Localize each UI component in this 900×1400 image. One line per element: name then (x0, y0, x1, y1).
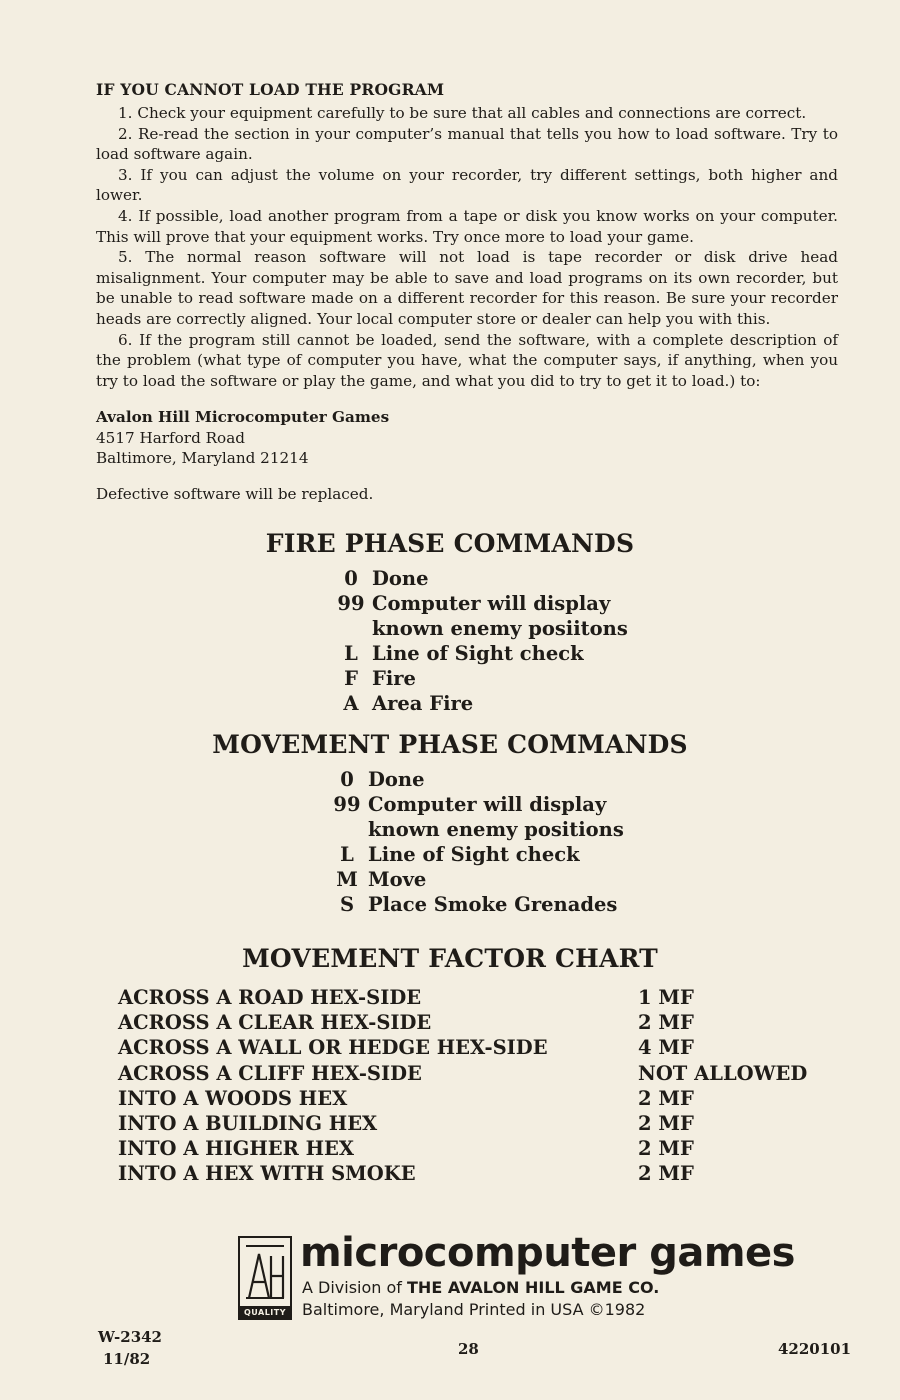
command-row (334, 591, 628, 616)
step-item: 4. If possible, load another program from a tape or disk you know works on your computer. This will prove that your equipment works. Try once more to load your game. (96, 206, 838, 246)
table-row (118, 985, 838, 1010)
mf-cost: 2 MF (638, 1011, 694, 1035)
command-key: L (340, 843, 354, 866)
command-desc: Computer will display (368, 793, 607, 816)
command-desc: Fire (372, 667, 416, 690)
command-row (334, 666, 628, 691)
command-key-blank (334, 616, 368, 641)
address-street: 4517 Harford Road (96, 428, 245, 447)
form-code: W-2342 (98, 1328, 162, 1346)
command-row (334, 566, 628, 591)
command-key: 0 (340, 768, 354, 791)
command-row (330, 842, 624, 867)
command-desc: Place Smoke Grenades (368, 893, 618, 916)
table-row (118, 1111, 838, 1136)
mf-cost: 2 MF (638, 1162, 694, 1186)
command-key: L (344, 642, 358, 665)
mf-cost: 1 MF (638, 986, 694, 1009)
movement-factor-chart (118, 985, 838, 1187)
command-desc: Done (368, 768, 425, 791)
catalog-number: 4220101 (778, 1340, 852, 1358)
command-row (330, 867, 624, 892)
step-item: 1. Check your equipment carefully to be sure that all cables and connections are correct. (118, 104, 807, 122)
command-desc: Done (372, 567, 429, 590)
fire-phase-commands (334, 566, 628, 716)
table-row (118, 1161, 838, 1186)
page-number: 28 (458, 1340, 479, 1358)
avalon-hill-logo-icon (238, 1236, 292, 1320)
publisher-logo (238, 1230, 795, 1322)
mf-condition: ACROSS A WALL OR HEDGE HEX-SIDE (118, 1036, 548, 1060)
table-row (118, 1136, 838, 1161)
command-row (334, 691, 628, 716)
command-desc: Line of Sight check (372, 642, 584, 665)
mf-condition: ACROSS A CLIFF HEX-SIDE (118, 1061, 422, 1085)
step-list (96, 103, 838, 391)
command-desc: known enemy posiitons (372, 617, 628, 640)
fire-phase-title: FIRE PHASE COMMANDS (265, 529, 635, 558)
table-row (118, 1086, 838, 1111)
step-item: 5. The normal reason software will not load is tape recorder or disk drive head misalignment. Your computer may be able to save and load programs on its own recorder, but be unable to read software made on a different recorder for this reason. Be sure your recorder heads are correctly aligned. Your local computer store or dealer can help you with this. (96, 248, 838, 328)
quality-badge: QUALITY (238, 1306, 292, 1320)
mf-cost: NOT ALLOWED (638, 1061, 808, 1085)
section-heading: IF YOU CANNOT LOAD THE PROGRAM (96, 80, 445, 99)
command-row (330, 892, 624, 917)
mf-condition: INTO A BUILDING HEX (118, 1111, 378, 1135)
command-key: 99 (337, 592, 365, 615)
table-row (118, 1010, 838, 1035)
command-desc: Computer will display (372, 592, 611, 615)
step-item: 3. If you can adjust the volume on your recorder, try different settings, both higher and lower. (96, 165, 838, 205)
address-city: Baltimore, Maryland 21214 (96, 449, 309, 468)
mf-cost: 2 MF (638, 1111, 694, 1135)
step-item: 6. If the program still cannot be loaded, send the software, with a complete description of the problem (what type of computer you have, what the computer says, if anything, when you try to load the software or play the game, and what you did to try to get it to load.) to: (96, 330, 838, 390)
printed-line: Baltimore, Maryland Printed in USA ©1982 (302, 1300, 646, 1319)
mf-cost: 2 MF (638, 1086, 694, 1110)
command-key: A (343, 692, 359, 715)
movement-factor-title: MOVEMENT FACTOR CHART (242, 944, 658, 973)
command-key-blank (330, 817, 364, 842)
defective-note: Defective software will be replaced. (96, 484, 374, 503)
mf-condition: INTO A HEX WITH SMOKE (118, 1162, 416, 1186)
mf-cost: 4 MF (638, 1036, 694, 1060)
command-row-continued (330, 817, 624, 842)
mf-condition: INTO A HIGHER HEX (118, 1137, 355, 1161)
movement-phase-title: MOVEMENT PHASE COMMANDS (212, 730, 688, 759)
command-key: F (344, 667, 358, 690)
movement-phase-commands (330, 767, 624, 917)
command-desc: Area Fire (372, 692, 474, 715)
command-row (330, 767, 624, 792)
division-prefix: A Division of (302, 1278, 408, 1297)
mailing-address (96, 407, 838, 468)
command-key: 0 (344, 567, 358, 590)
mf-condition: ACROSS A CLEAR HEX-SIDE (118, 1011, 432, 1035)
division-line (302, 1278, 659, 1297)
brand-wordmark: microcomputer games (300, 1230, 795, 1276)
command-row (334, 641, 628, 666)
step-item: 2. Re-read the section in your computer’s manual that tells you how to load software. Try to load software again. (96, 124, 838, 164)
command-key: S (339, 893, 355, 916)
command-row (330, 792, 624, 817)
command-desc: Line of Sight check (368, 843, 580, 866)
table-row (118, 1035, 838, 1060)
command-desc: known enemy positions (368, 818, 624, 841)
mf-cost: 2 MF (638, 1137, 694, 1161)
print-date: 11/82 (103, 1350, 151, 1368)
mf-condition: INTO A WOODS HEX (118, 1086, 348, 1110)
ah-monogram-icon (243, 1244, 287, 1300)
command-key: 99 (333, 793, 361, 816)
address-company: Avalon Hill Microcomputer Games (96, 408, 390, 427)
command-desc: Move (368, 868, 427, 891)
table-row (118, 1061, 838, 1086)
command-row-continued (334, 616, 628, 641)
trouble-section (96, 80, 838, 503)
division-company: THE AVALON HILL GAME CO. (407, 1278, 660, 1297)
mf-condition: ACROSS A ROAD HEX-SIDE (118, 986, 422, 1009)
command-key: M (336, 868, 358, 891)
